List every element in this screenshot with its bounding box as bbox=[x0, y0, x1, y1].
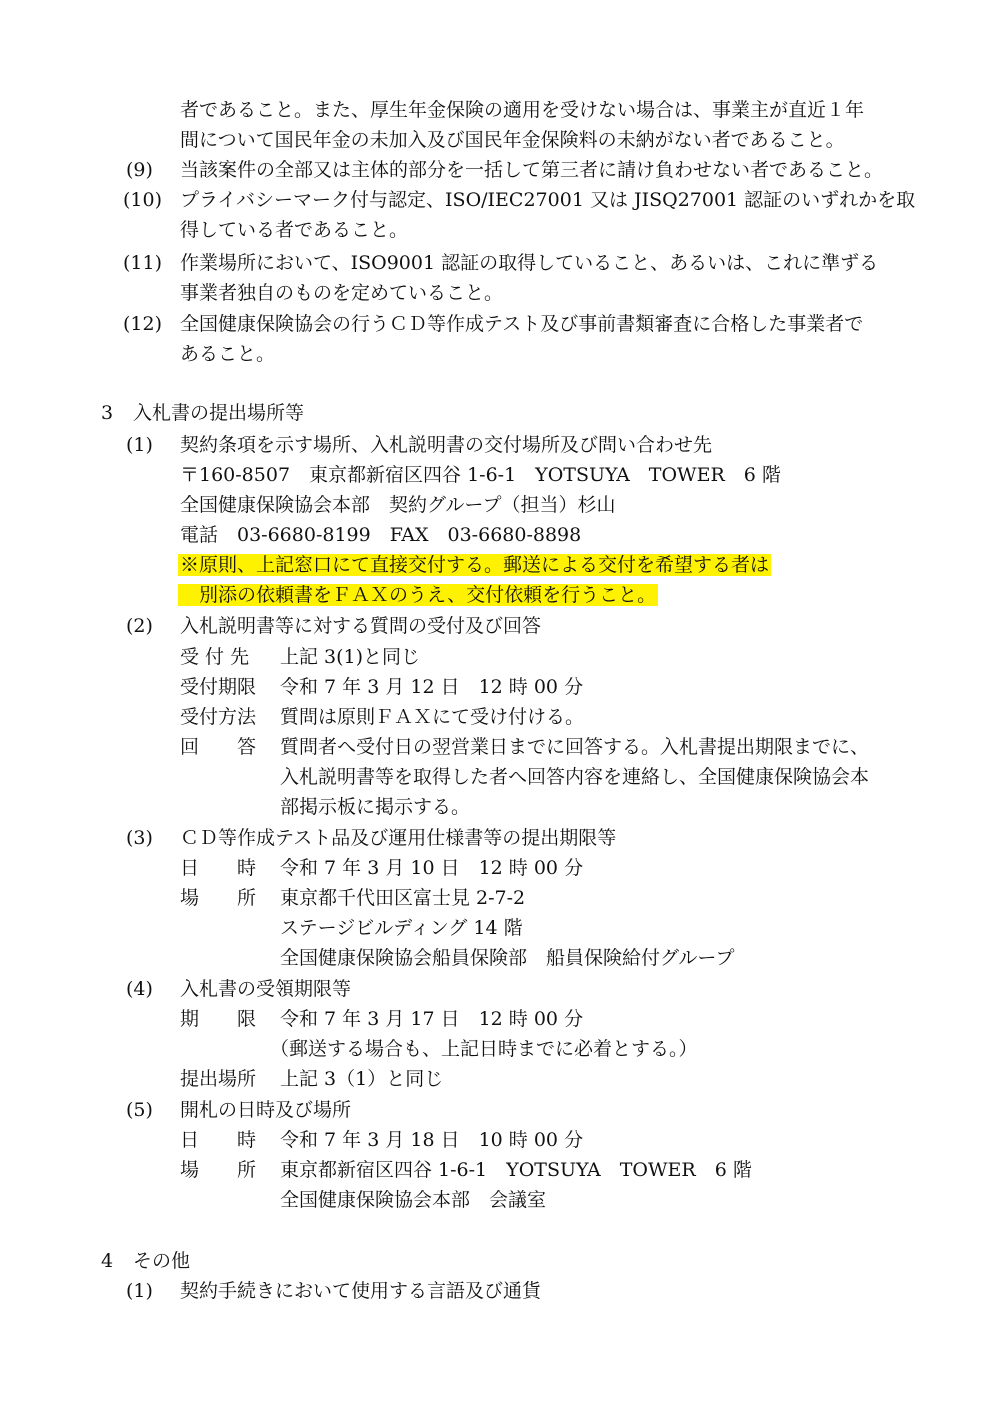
s3-2-row-value: 令和 7 年 3 月 12 日 12 時 00 分 bbox=[280, 676, 584, 698]
s3-3-place-row bbox=[180, 885, 525, 911]
s3-2-row bbox=[180, 674, 583, 700]
s3-4-number: (4) bbox=[126, 978, 153, 1000]
s3-3-number: (3) bbox=[126, 827, 153, 849]
highlight-note-1: ※原則、上記窓口にて直接交付する。郵送による交付を希望する者は bbox=[180, 554, 770, 576]
s3-2-row-label: 受付期限 bbox=[180, 676, 257, 698]
s3-1-note-line-2 bbox=[178, 582, 658, 608]
s3-2-row-value: 質問者へ受付日の翌営業日までに回答する。入札書提出期限までに、 bbox=[280, 736, 870, 758]
s3-5-number: (5) bbox=[126, 1099, 153, 1121]
s3-3-date-value: 令和 7 年 3 月 10 日 12 時 00 分 bbox=[280, 857, 584, 879]
s3-2-answer-cont-1: 入札説明書等を取得した者へ回答内容を連絡し、全国健康保険協会本 bbox=[280, 766, 870, 788]
s3-1-phone: 電話 03-6680-8199 FAX 03-6680-8898 bbox=[180, 524, 582, 546]
s3-1-title: 契約条項を示す場所、入札説明書の交付場所及び問い合わせ先 bbox=[180, 434, 713, 456]
s3-1-address: 〒160-8507 東京都新宿区四谷 1-6-1 YOTSUYA TOWER 6 階 bbox=[180, 464, 781, 486]
s3-5-date-row bbox=[180, 1127, 583, 1153]
req12-line-2: あること。 bbox=[180, 343, 276, 365]
s3-2-number: (2) bbox=[126, 615, 153, 637]
s3-5-place-line: 全国健康保険協会本部 会議室 bbox=[280, 1189, 547, 1211]
s3-2-title: 入札説明書等に対する質問の受付及び回答 bbox=[180, 615, 542, 637]
s3-5-place-label: 場 所 bbox=[180, 1159, 257, 1181]
s3-4-place-row bbox=[180, 1066, 443, 1092]
req10-line-2: 得している者であること。 bbox=[180, 219, 409, 241]
section-4-number: 4 bbox=[101, 1250, 114, 1272]
s3-5-place-row bbox=[180, 1157, 752, 1183]
s3-2-row bbox=[180, 734, 869, 760]
s3-2-row-value: 上記 3(1)と同じ bbox=[280, 646, 421, 668]
s3-2-row-label: 受 付 先 bbox=[180, 646, 250, 668]
section-4-title: その他 bbox=[133, 1250, 191, 1272]
s3-4-deadline-row bbox=[180, 1006, 583, 1032]
s3-4-place-value: 上記 3（1）と同じ bbox=[280, 1068, 444, 1090]
req9-text: 当該案件の全部又は主体的部分を一括して第三者に請け負わせない者であること。 bbox=[180, 159, 884, 181]
s4-1-number: (1) bbox=[126, 1280, 153, 1302]
s3-3-place-label: 場 所 bbox=[180, 887, 257, 909]
req11-line-1: 作業場所において、ISO9001 認証の取得していること、あるいは、これに準ずる bbox=[180, 252, 879, 274]
req9-number: (9) bbox=[126, 159, 153, 181]
s3-1-number: (1) bbox=[126, 434, 153, 456]
req10-line-1: プライバシーマーク付与認定、ISO/IEC27001 又は JISQ27001 認証のいずれかを取 bbox=[180, 189, 916, 211]
s3-2-row-label: 受付方法 bbox=[180, 706, 257, 728]
s3-2-row bbox=[180, 704, 584, 730]
s3-5-title: 開札の日時及び場所 bbox=[180, 1099, 352, 1121]
section-3-title: 入札書の提出場所等 bbox=[133, 402, 305, 424]
section-3-number: 3 bbox=[101, 402, 114, 424]
req-cont-line-1: 者であること。また、厚生年金保険の適用を受けない場合は、事業主が直近１年 bbox=[180, 99, 865, 121]
req12-line-1: 全国健康保険協会の行うＣＤ等作成テスト及び事前書類審査に合格した事業者で bbox=[180, 313, 864, 335]
highlight-note-2: 別添の依頼書をＦＡＸのうえ、交付依頼を行うこと。 bbox=[180, 584, 657, 606]
s3-5-place-line: 東京都新宿区四谷 1-6-1 YOTSUYA TOWER 6 階 bbox=[280, 1159, 752, 1181]
s4-1-title: 契約手続きにおいて使用する言語及び通貨 bbox=[180, 1280, 542, 1302]
s3-5-date-value: 令和 7 年 3 月 18 日 10 時 00 分 bbox=[280, 1129, 584, 1151]
s3-3-date-label: 日 時 bbox=[180, 857, 257, 879]
s3-2-row-value: 質問は原則ＦＡＸにて受け付ける。 bbox=[280, 706, 585, 728]
s3-3-title: ＣＤ等作成テスト品及び運用仕様書等の提出期限等 bbox=[180, 827, 617, 849]
s3-4-deadline-label: 期 限 bbox=[180, 1008, 257, 1030]
s3-3-date-row bbox=[180, 855, 583, 881]
s3-1-office: 全国健康保険協会本部 契約グループ（担当）杉山 bbox=[180, 494, 616, 516]
s3-3-place-line: 東京都千代田区富士見 2-7-2 bbox=[280, 887, 526, 909]
s3-1-note-line-1 bbox=[178, 552, 771, 578]
s3-4-deadline-value: 令和 7 年 3 月 17 日 12 時 00 分 bbox=[280, 1008, 584, 1030]
req11-number: (11) bbox=[123, 252, 163, 274]
req12-number: (12) bbox=[123, 313, 163, 335]
s3-4-place-label: 提出場所 bbox=[180, 1068, 257, 1090]
s3-2-row bbox=[180, 644, 420, 670]
req10-number: (10) bbox=[123, 189, 163, 211]
s3-3-place-line: ステージビルディング 14 階 bbox=[280, 917, 523, 939]
s3-3-place-line: 全国健康保険協会船員保険部 船員保険給付グループ bbox=[280, 947, 735, 969]
s3-4-deadline-note: （郵送する場合も、上記日時までに必着とする。） bbox=[270, 1038, 698, 1060]
s3-5-date-label: 日 時 bbox=[180, 1129, 257, 1151]
s3-4-title: 入札書の受領期限等 bbox=[180, 978, 352, 1000]
s3-2-row-label: 回 答 bbox=[180, 736, 257, 758]
s3-2-answer-cont-2: 部掲示板に掲示する。 bbox=[280, 796, 471, 818]
req-cont-line-2: 間について国民年金の未加入及び国民年金保険料の未納がない者であること。 bbox=[180, 129, 845, 151]
req11-line-2: 事業者独自のものを定めていること。 bbox=[180, 282, 504, 304]
